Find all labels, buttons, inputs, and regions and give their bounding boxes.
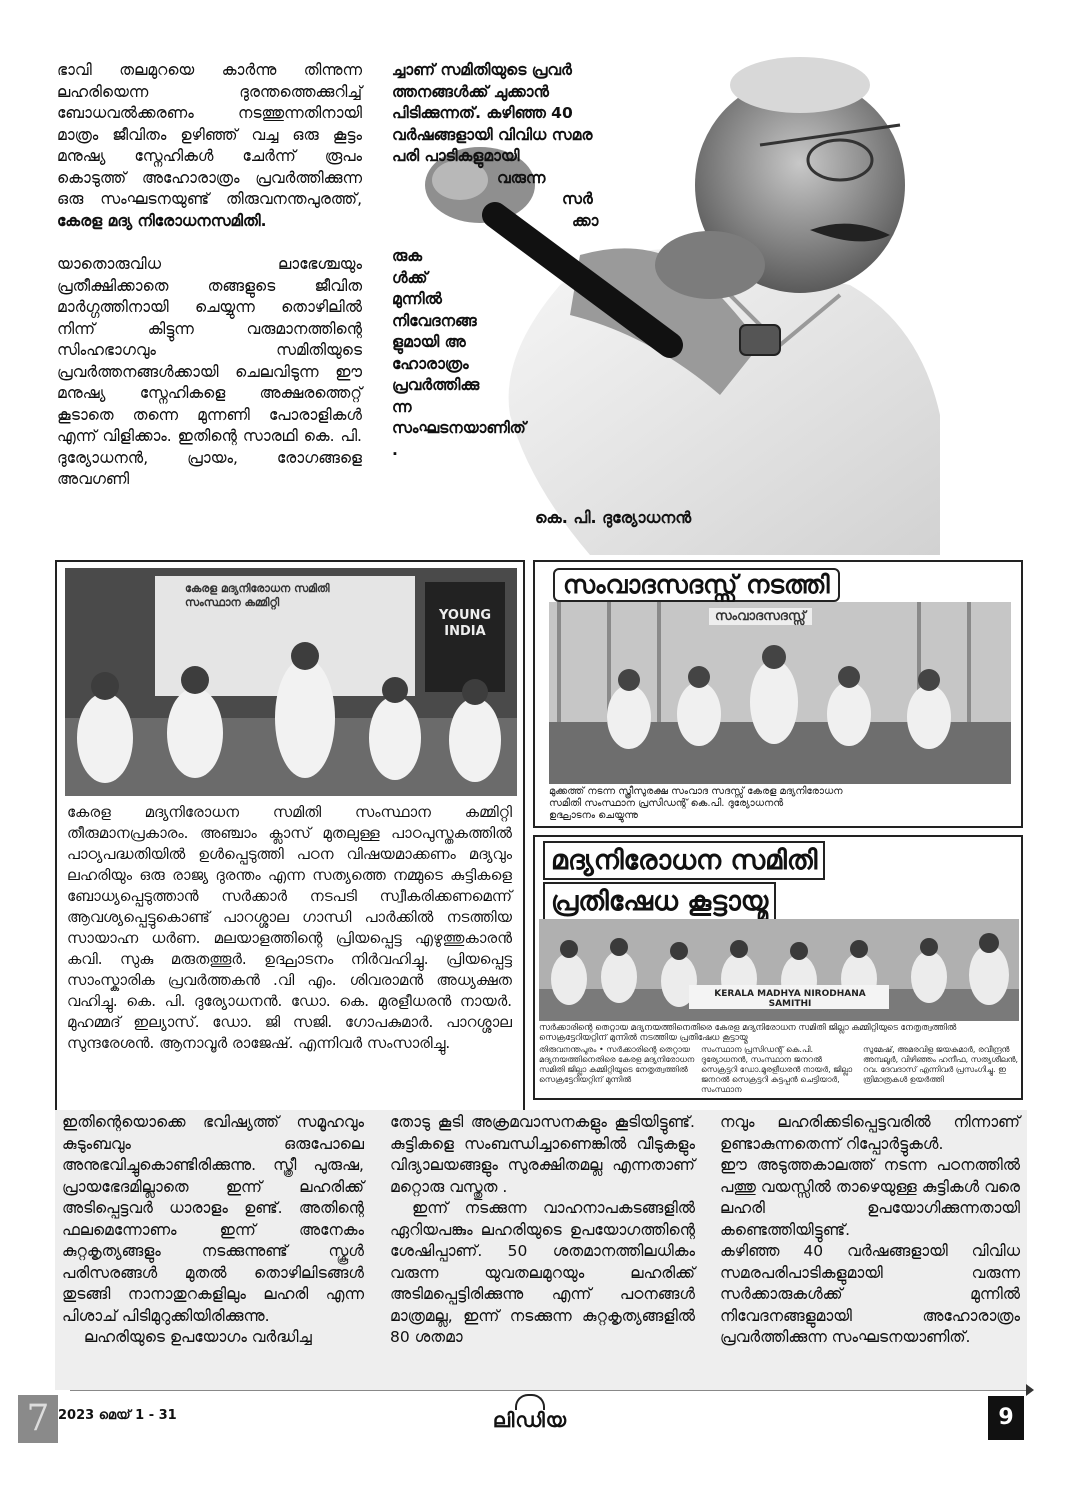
middle-line: നിവേദനങ്ങ: [392, 311, 477, 330]
dharna-caption: കേരള മദ്യനിരോധന സമിതി സംസ്ഥാന കമ്മിറ്റി തീരുമാനപ്രകാരം. അഞ്ചാം ക്ലാസ് മുതലുള്ള പാഠപുസ്തകത്തിൽ പാഠ്യപദ്ധതിയിൽ ഉൾപ്പെടുത്തി പഠന വിഷയമാക്കണം മദ്യവും ലഹരിയും ഒരു രാജ്യ ദുരന്തം എന്ന സത്യത്തെ നമ്മുടെ കുട്ടികളെ ബോധ്യപ്പെടുത്താൻ സർക്കാർ നടപടി സ്വീകരിക്കണമെന്ന് ആവശ്യപ്പെട്ടുകൊണ്ട് പാറശ്ശാല ഗാന്ധി പാർക്കിൽ നടത്തിയ സായാഹ്ന ധർണ. മലയാളത്തിന്റെ പ്രിയപ്പെട്ട എഴുത്തുകാരൻ കവി. സുകു മരുതത്തൂർ. ഉദ്ഘാടനം നിർവഹിച്ചു. പ്രിയപ്പെട്ട സാംസ്കാരിക പ്രവർത്തകൻ .വി എം. ശിവരാമൻ അധ്യക്ഷത വഹിച്ചു. കെ. പി. ദുര്യോധനൻ. ഡോ. കെ. മുരളീധരൻ നായർ. മുഹമ്മദ് ഇല്യാസ്. ഡോ. ജി സജി. ഗോപകുമാർ. പാറശ്ശാല സുന്ദരേശൻ. ആനാവൂർ രാജേഷ്. എന്നിവർ സംസാരിച്ചു.: [67, 803, 512, 1052]
middle-line: പരി പാടികളുമായി: [392, 147, 520, 165]
left-page-number: 7: [18, 1395, 58, 1443]
bottom-col-3-text-b: ഈ അടുത്തകാലത്ത് നടന്ന പഠനത്തിൽ പത്തു വയസ്സിൽ താഴെയുള്ള കുട്ടികൾ വരെ ലഹരി ഉപയോഗിക്കുന്നതായി കണ്ടെത്തിയിട്ടുണ്ട്.: [720, 1156, 1020, 1239]
bottom-col-2-text-b: ഇന്ന് നടക്കുന്ന വാഹനാപകടങ്ങളിൽ ഏറിയപങ്കും ലഹരിയുടെ ഉപയോഗത്തിന്റെ ശേഷിപ്പാണ്. 50 ശതമാനത്തിലധികം വരുന്ന യുവതലമുറയും ലഹരിക്ക് അടിമപ്പെട്ടിരിക്കുന്നു എന്ന് പഠനങ്ങൾ മാത്രമല്ല, ഇന്ന് നടക്കുന്ന കുറ്റകൃത്യങ്ങളിൽ 80 ശതമാ: [390, 1199, 695, 1346]
bottom-col-3-text: നവും ലഹരിക്കടിപ്പെട്ടവരിൽ നിന്നാണ് ഉണ്ടാകുന്നതെന്ന് റിപ്പോർട്ടുകൾ.: [720, 1113, 1020, 1153]
issue-date: 2023 മെയ് 1 - 31: [58, 1408, 177, 1423]
intro-column: [57, 60, 362, 491]
middle-line: സർ: [562, 190, 593, 208]
middle-line: ക്കാ: [572, 211, 599, 230]
clip2-title-line: പ്രതിഷേധ കൂട്ടായ്മ: [543, 882, 776, 921]
clip1-title: സംവാദസദസ്സ് നടത്തി: [553, 568, 840, 602]
dharna-banner-right: YOUNG INDIA: [438, 608, 492, 639]
middle-line: ച്ചാണ് സമിതിയുടെ പ്രവർ: [392, 61, 572, 79]
clip2-col: സംസ്ഥാന പ്രസിഡന്റ് കെ.പി. ദുര്യോധനൻ, സംസ്ഥാന ജനറൽ സെക്രട്ടറി ഡോ.മുരളീധരൻ നായർ, ജില്ലാ ജനറൽ സെക്രട്ടറി കുട്ടപ്പൻ ചെട്ടിയാർ, സംസ്ഥാന: [701, 1045, 853, 1094]
magazine-logo: [465, 1400, 595, 1434]
bottom-col-2-text: തോടു കൂടി അക്രമവാസനകളും കൂടിയിട്ടുണ്ട്. കുട്ടികളെ സംബന്ധിച്ചാണെങ്കിൽ വീടുകളും വിദ്യാലയങ്ങളും സുരക്ഷിതമല്ല എന്നതാണ് മറ്റൊരു വസ്തുത .: [390, 1113, 695, 1196]
middle-column: [392, 60, 637, 461]
bottom-col-1-text-b: ലഹരിയുടെ ഉപയോഗം വർദ്ധിച്ച: [84, 1328, 312, 1346]
middle-line: വരുന്ന: [497, 168, 546, 187]
footer-rule: [70, 1390, 1030, 1391]
bottom-col-3-text-c: കഴിഞ്ഞ 40 വർഷങ്ങളായി വിവിധ സമരപരിപാടികളുമായി വരുന്ന സർക്കാരുകൾക്ക് മുന്നിൽ നിവേദനങ്ങളുമായി അഹോരാത്രം പ്രവർത്തിക്കുന്ന സംഘടനയാണിത്.: [720, 1242, 1020, 1346]
clip1-caption: [549, 786, 1011, 822]
middle-line: ഹോരാത്രം: [392, 354, 469, 373]
clip2-title: [543, 841, 825, 921]
portrait-caption: കെ. പി. ദുര്യോധനൻ: [535, 508, 692, 527]
clip1-caption-line: സമിതി സംസ്ഥാന പ്രസിഡന്റ് കെ.പി. ദുര്യോധനൻ: [549, 798, 784, 809]
clip2-col: സുമേഷ്, അമരവിള ജയകുമാർ, രവീന്ദ്രൻ അമ്പലൂർ, വിഴിഞ്ഞം ഹനീഫ, സത്യശീലൻ, റവ. ദേവദാസ് എന്നിവർ പ്രസംഗിച്ചു. ഇ ത്രിമാത്രകൾ ഉയർത്തി: [863, 1045, 1019, 1084]
logo-text: ലിഡിയ: [492, 1408, 568, 1432]
middle-line: മുന്നിൽ: [392, 290, 442, 308]
middle-line: രുക: [392, 247, 423, 265]
org-name: കേരള മദ്യ നിരോധനസമിതി.: [57, 211, 267, 230]
clip1-frame: [533, 560, 1023, 828]
clip2-frame: [533, 835, 1023, 1100]
middle-line: .: [392, 440, 398, 459]
dharna-frame: [55, 560, 525, 1115]
intro-paragraph-2: യാതൊരുവിധ ലാഭേശ്ചയും പ്രതീക്ഷിക്കാതെ തങ്ങളുടെ ജീവിത മാർഗ്ഗത്തിനായി ചെയ്യുന്ന തൊഴിലിൽ നിന്ന് കിട്ടുന്ന വരുമാനത്തിന്റെ സിംഹഭാഗവും സമിതിയുടെ പ്രവർത്തനങ്ങൾക്കായി ചെലവിടുന്ന ഈ മനുഷ്യ സ്നേഹികളെ അക്ഷരത്തെറ്റ് കൂടാതെ തന്നെ മുന്നണി പോരാളികൾ എന്ന് വിളിക്കാം. ഇതിന്റെ സാരഥി കെ. പി. ദുര്യോധനൻ, പ്രായം, രോഗങ്ങളെ അവഗണി: [57, 255, 362, 488]
clip2-photo: [539, 919, 1019, 1021]
middle-line: ളുമായി അ: [392, 333, 466, 351]
middle-line: പ്രവർത്തിക്കു: [392, 376, 480, 394]
middle-line: വർഷങ്ങളായി വിവിധ സമര: [392, 125, 593, 144]
dharna-banner-text: കേരള മദ്യനിരോധന സമിതി സംസ്ഥാന കമ്മിറ്റി: [185, 582, 330, 609]
footer-arrow-icon: [1026, 1384, 1034, 1396]
middle-line: ന്ന: [392, 397, 412, 416]
middle-line: ത്തനങ്ങൾക്ക് ചുക്കാൻ: [392, 82, 549, 101]
middle-line: ൾക്ക്: [392, 268, 428, 287]
clip2-columns: [539, 1045, 1019, 1095]
clip2-banner: KERALA MADHYA NIRODHANA SAMITHI: [714, 989, 866, 1009]
bottom-col-1: [62, 1112, 364, 1349]
bottom-col-3: [720, 1112, 1020, 1349]
clip2-caption: സർക്കാരിന്റെ തെറ്റായ മദ്യനയത്തിനെതിരെ കേരള മദ്യനിരോധന സമിതി ജില്ലാ കമ്മിറ്റിയുടെ നേതൃത്വത്തിൽ സെക്രട്ടേറിയറ്റിന് മുന്നിൽ നടത്തിയ പ്രതിഷേധ കൂട്ടായ്മ: [539, 1023, 957, 1043]
clip1-caption-line: ഉദ്ഘാടനം ചെയ്യുന്നു: [549, 810, 638, 821]
intro-paragraph-1: ഭാവി തലമുറയെ കാർന്നു തിന്നുന്ന ലഹരിയെന്ന ദുരന്തത്തെക്കുറിച്ച് ബോധവൽക്കരണം നടത്തുന്നതിനായി മാത്രം ജീവിതം ഉഴിഞ്ഞ് വച്ച ഒരു കൂട്ടം മനുഷ്യ സ്നേഹികൾ ചേർന്ന് രൂപം കൊടുത്ത് അഹോരാത്രം പ്രവർത്തിക്കുന്ന ഒരു സംഘടനയുണ്ട് തിരുവനന്തപുരത്ത്, കേരള മദ്യ നിരോധനസമിതി.: [57, 61, 362, 230]
clip1-caption-line: മുക്കത്ത് നടന്ന സ്ത്രീസുരക്ഷ സംവാദ സദസ്സ് കേരള മദ്യനിരോധന: [549, 786, 843, 797]
clip2-col: തിരുവനന്തപുരം • സർക്കാരിന്റെ തെറ്റായ മദ്യനയത്തിനെതിരെ കേരള മദ്യനിരോധന സമിതി ജില്ലാ കമ്മിറ്റിയുടെ നേതൃത്വത്തിൽ സെക്രട്ടേറിയറ്റിന് മുന്നിൽ: [539, 1045, 695, 1084]
clip1-photo: [549, 602, 1011, 784]
clip1-banner: സംവാദസദസ്സ്: [709, 608, 812, 625]
page-number: 9: [988, 1396, 1024, 1440]
middle-line: പിടിക്കുന്നത്. കഴിഞ്ഞ 40: [392, 104, 573, 122]
middle-line: സംഘടനയാണിത്: [392, 419, 526, 437]
dharna-photo: [65, 568, 517, 796]
bottom-col-2: [390, 1112, 695, 1349]
bottom-col-1-text: ഇതിന്റെയൊക്കെ ഭവിഷ്യത്ത് സമൂഹവും കുടുംബവും ഒരുപോലെ അനുഭവിച്ചുകൊണ്ടിരിക്കുന്നു. സ്ത്രീ പുരുഷ, പ്രായഭേദമില്ലാതെ ഇന്ന് ലഹരിക്ക് അടിപ്പെട്ടവർ ധാരാളം ഉണ്ട്. അതിന്റെ ഫലമെന്നോണം ഇന്ന് അനേകം കുറ്റകൃത്യങ്ങളും നടക്കുന്നുണ്ട് സ്കൂൾ പരിസരങ്ങൾ മുതൽ തൊഴിലിടങ്ങൾ തുടങ്ങി നാനാതുറകളിലും ലഹരി എന്ന പിശാച് പിടിമുറുക്കിയിരിക്കുന്നു.: [62, 1113, 364, 1325]
clip2-title-line: മദ്യനിരോധന സമിതി: [543, 841, 825, 880]
